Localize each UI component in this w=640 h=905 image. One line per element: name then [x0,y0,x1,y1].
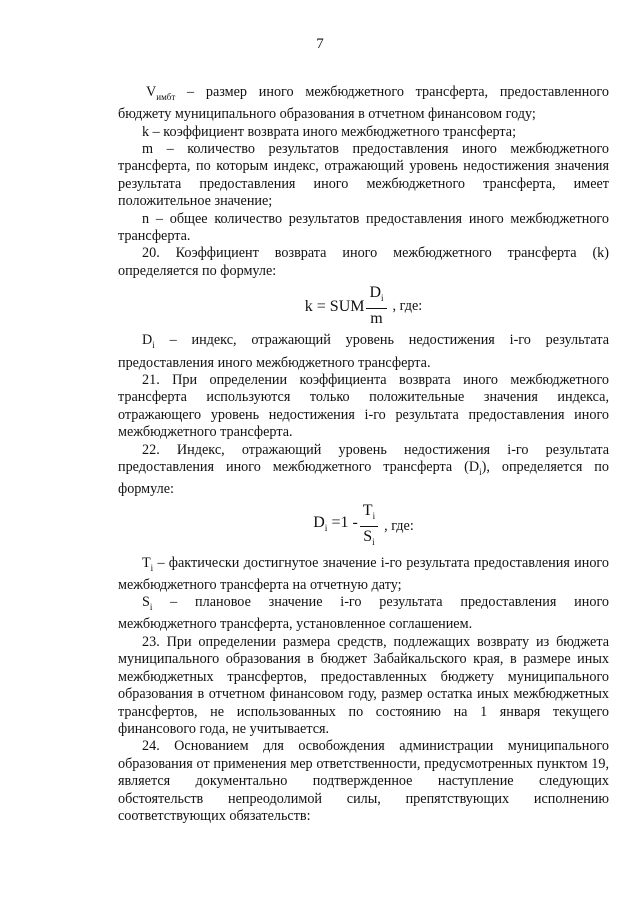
paragraph-v-imbt [118,84,609,124]
var-v: V [146,84,157,100]
paragraph-k-definition: k – коэффициент возврата иного межбюджетного трансферта; [142,123,517,140]
paragraph-item-23: 23. При определении размера средств, подлежащих возврату из бюджета муниципального образования в бюджет Забайкальского края, в размере иных межбюджетных трансфертов, предоставленных бюджету муниципального образования в отчетном финансовом году, размер остатка иных межбюджетных трансфертов, не использованных по состоянию на 1 января текущего финансового года, не учитывается. [118,633,609,737]
numerator-subscript: i [381,293,384,304]
paragraph-di-definition [118,332,609,372]
paragraph-text: – индекс, отражающий уровень недостижения i-го результата предоставления иного межбюджетного трансферта. [118,332,609,371]
var-v-subscript: имбт [156,91,176,102]
var-s-subscript: i [149,602,153,613]
paragraph-text: – фактически достигнутое значение i-го результата предоставления иного межбюджетного трансферта на отчетную дату; [118,554,609,593]
paragraph-text: – размер иного межбюджетного трансферта, предоставленного бюджету муниципального образования в отчетном финансовом году; [118,84,609,123]
denominator-subscript: i [372,537,375,548]
var-t-subscript: i [150,562,154,573]
paragraph-si-definition [118,594,609,634]
var-t: T [142,554,151,571]
numerator-var: D [369,284,382,302]
formula-di-equals: =1 - [327,514,358,532]
page-number: 7 [316,36,324,52]
paragraph-item-21: 21. При определении коэффициента возврата иного межбюджетного трансферта используются только положительные значения индекса, отражающего уровень недостижения i-го результата предоставления иного межбюджетного трансферта. [118,371,609,441]
formula-di-left [313,514,358,539]
formula-k-denominator: m [370,310,383,328]
denominator-var: S [363,528,373,546]
var-s: S [142,594,150,611]
formula-di-fraction [360,502,378,551]
formula-k [118,280,609,332]
paragraph-item-22 [118,442,609,499]
page-content [118,84,609,825]
left-var: D [313,514,325,532]
var-d-subscript: i [152,340,155,351]
paragraph-m-definition: m – количество результатов предоставления иного межбюджетного трансферта, по которым индекс, отражающий уровень недостижения значения результата предоставления иного межбюджетного трансферта, имеет положительное значение; [118,141,609,210]
paragraph-n-definition: n – общее количество результатов предоставления иного межбюджетного трансферта. [118,210,609,245]
formula-di-numerator [360,502,378,527]
var-d: D [142,332,153,349]
formula-k-numerator [366,284,386,309]
paragraph-item-24: 24. Основанием для освобождения администрации муниципального образования от применения мер ответственности, предусмотренных пунктом 19, является документально подтвержденное наступление следующих обстоятельств непреодолимой силы, препятствующих исполнению соответствующих обязательств: [118,738,609,824]
paragraph-text: 22. Индекс, отражающий уровень недостижения i-го результата предоставления иного межбюджетного трансферта (D [118,441,609,475]
numerator-subscript: i [372,511,376,522]
paragraph-ti-definition [118,555,609,595]
numerator-var: T [362,501,373,519]
formula-k-left: k = SUM [304,297,365,315]
left-subscript: i [324,524,328,535]
formula-di-denominator [360,527,377,551]
paragraph-item-20: 20. Коэффициент возврата иного межбюджетного трансферта (k) определяется по формуле: [118,245,609,279]
paragraph-text: – плановое значение i-го результата предоставления иного межбюджетного трансферта, установленное соглашением. [118,594,609,633]
formula-di [118,499,609,555]
formula-k-fraction [366,284,386,328]
var-subscript: i [479,466,482,477]
paragraph-text: ), определяется по формуле: [118,458,609,498]
formula-di-suffix: , где: [384,517,414,534]
formula-k-suffix: , где: [392,297,423,314]
